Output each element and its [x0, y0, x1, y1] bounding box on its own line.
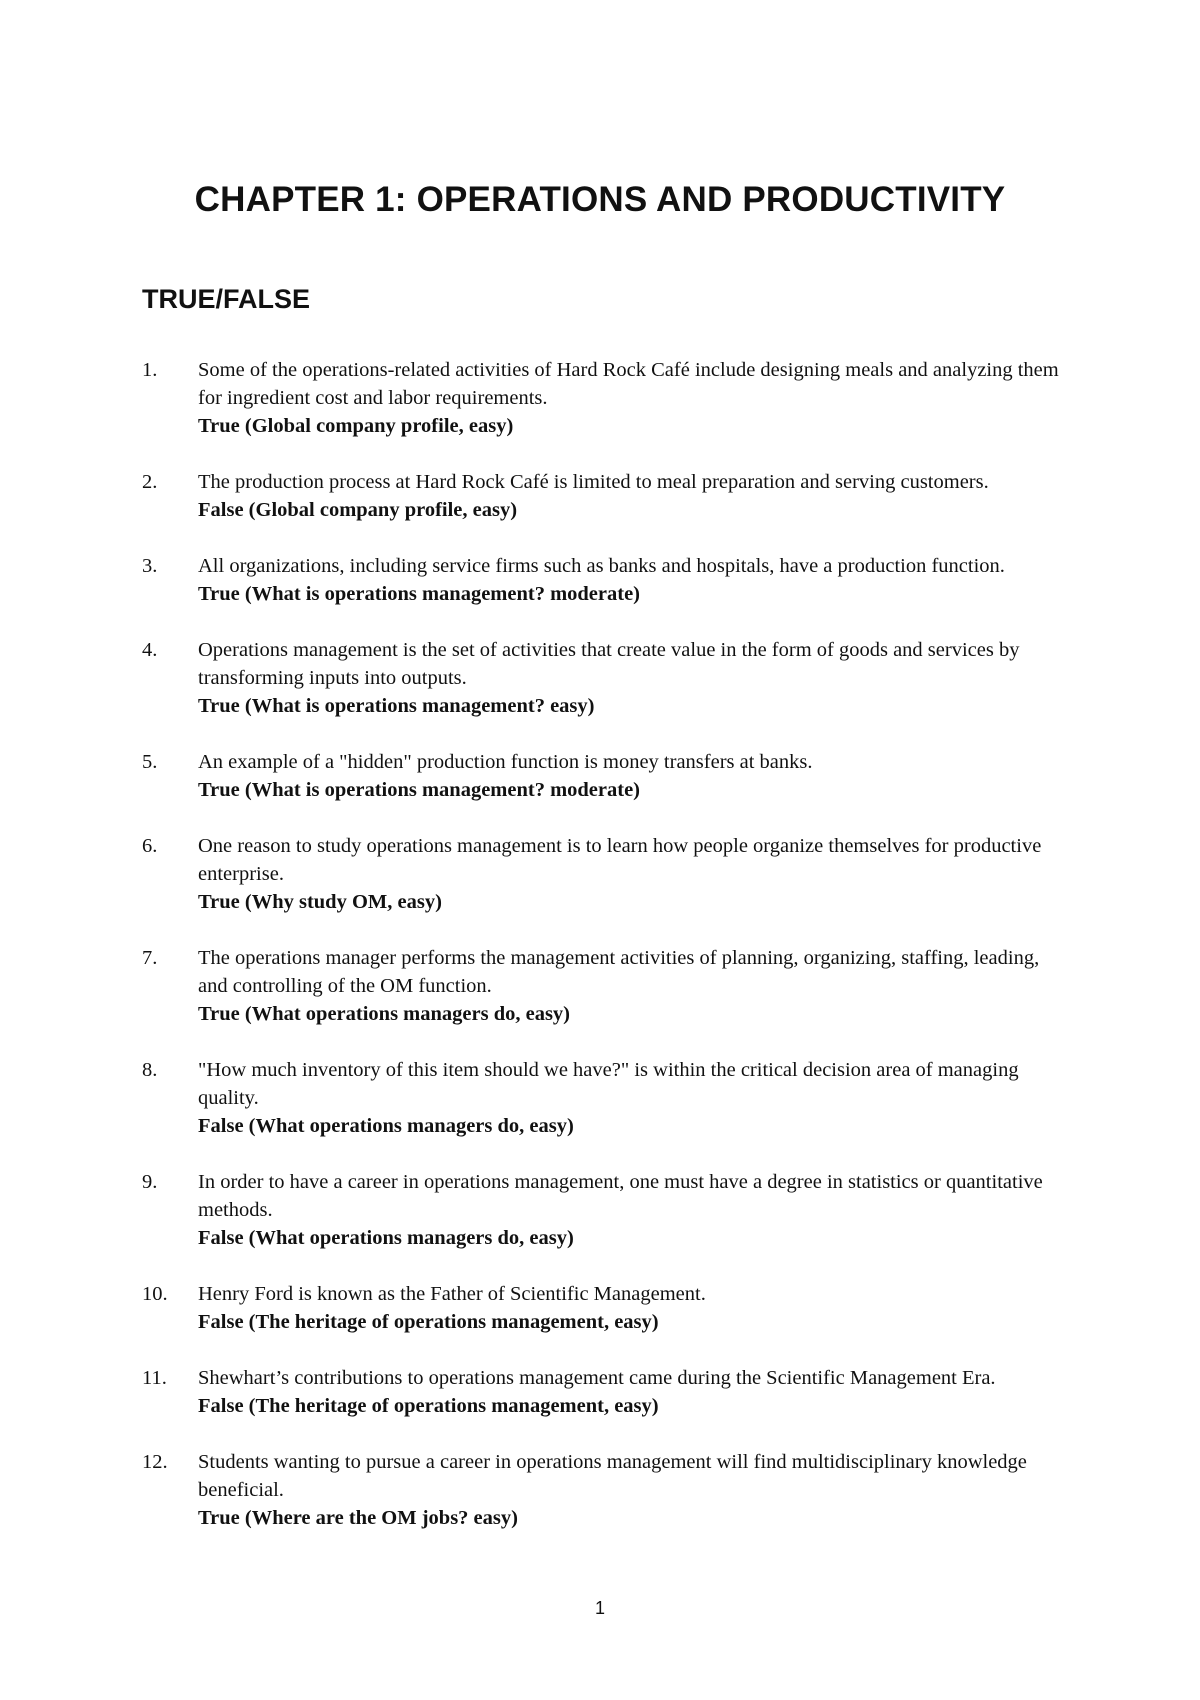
question-item [142, 944, 1072, 1028]
question-text: All organizations, including service firms such as banks and hospitals, have a production function. [198, 555, 1005, 577]
question-item [142, 1280, 1072, 1336]
question-text: An example of a "hidden" production function is money transfers at banks. [198, 751, 813, 773]
question-item [142, 1056, 1072, 1140]
question-number: 7. [142, 947, 158, 969]
question-item [142, 832, 1072, 916]
question-item [142, 1448, 1072, 1532]
question-text: Operations management is the set of activities that create value in the form of goods and services by transforming inputs into outputs. [198, 639, 1020, 689]
question-text: Students wanting to pursue a career in operations management will find multidisciplinary knowledge beneficial. [198, 1451, 1027, 1501]
question-number: 1. [142, 359, 158, 381]
question-answer: False (What operations managers do, easy) [198, 1227, 574, 1249]
question-text: One reason to study operations management is to learn how people organize themselves for productive enterprise. [198, 835, 1042, 885]
question-list [142, 356, 1072, 1560]
question-answer: True (Where are the OM jobs? easy) [198, 1507, 518, 1529]
question-number: 11. [142, 1367, 167, 1389]
question-answer: False (The heritage of operations management, easy) [198, 1311, 659, 1333]
question-answer: True (What is operations management? moderate) [198, 779, 641, 801]
question-number: 6. [142, 835, 158, 857]
question-item [142, 468, 1072, 524]
question-text: "How much inventory of this item should we have?" is within the critical decision area of managing quality. [198, 1059, 1019, 1109]
question-item [142, 748, 1072, 804]
question-answer: False (What operations managers do, easy) [198, 1115, 574, 1137]
question-text: Henry Ford is known as the Father of Scientific Management. [198, 1283, 706, 1305]
question-item [142, 1168, 1072, 1252]
question-text: Some of the operations-related activities of Hard Rock Café include designing meals and analyzing them for ingredient cost and labor requirements. [198, 359, 1059, 409]
question-number: 10. [142, 1283, 168, 1305]
question-number: 3. [142, 555, 158, 577]
question-number: 9. [142, 1171, 158, 1193]
question-item [142, 356, 1072, 440]
question-item [142, 1364, 1072, 1420]
question-answer: True (What is operations management? moderate) [198, 583, 641, 605]
question-answer: True (What operations managers do, easy) [198, 1003, 571, 1025]
question-text: In order to have a career in operations management, one must have a degree in statistics or quantitative methods. [198, 1171, 1043, 1221]
question-item [142, 552, 1072, 608]
question-answer: False (The heritage of operations management, easy) [198, 1395, 659, 1417]
question-answer: True (Global company profile, easy) [198, 415, 514, 437]
question-answer: True (Why study OM, easy) [198, 891, 442, 913]
question-text: The production process at Hard Rock Café is limited to meal preparation and serving customers. [198, 471, 989, 493]
question-item [142, 636, 1072, 720]
question-number: 8. [142, 1059, 158, 1081]
question-answer: False (Global company profile, easy) [198, 499, 518, 521]
question-number: 4. [142, 639, 158, 661]
question-answer: True (What is operations management? easy) [198, 695, 595, 717]
chapter-title: CHAPTER 1: OPERATIONS AND PRODUCTIVITY [194, 180, 1006, 219]
section-title: TRUE/FALSE [142, 284, 311, 314]
page-number: 1 [594, 1598, 605, 1618]
question-text: Shewhart’s contributions to operations management came during the Scientific Management Era. [198, 1367, 996, 1389]
question-number: 2. [142, 471, 158, 493]
question-number: 12. [142, 1451, 168, 1473]
question-number: 5. [142, 751, 158, 773]
question-text: The operations manager performs the management activities of planning, organizing, staffing, leading, and controlling of the OM function. [198, 947, 1040, 997]
